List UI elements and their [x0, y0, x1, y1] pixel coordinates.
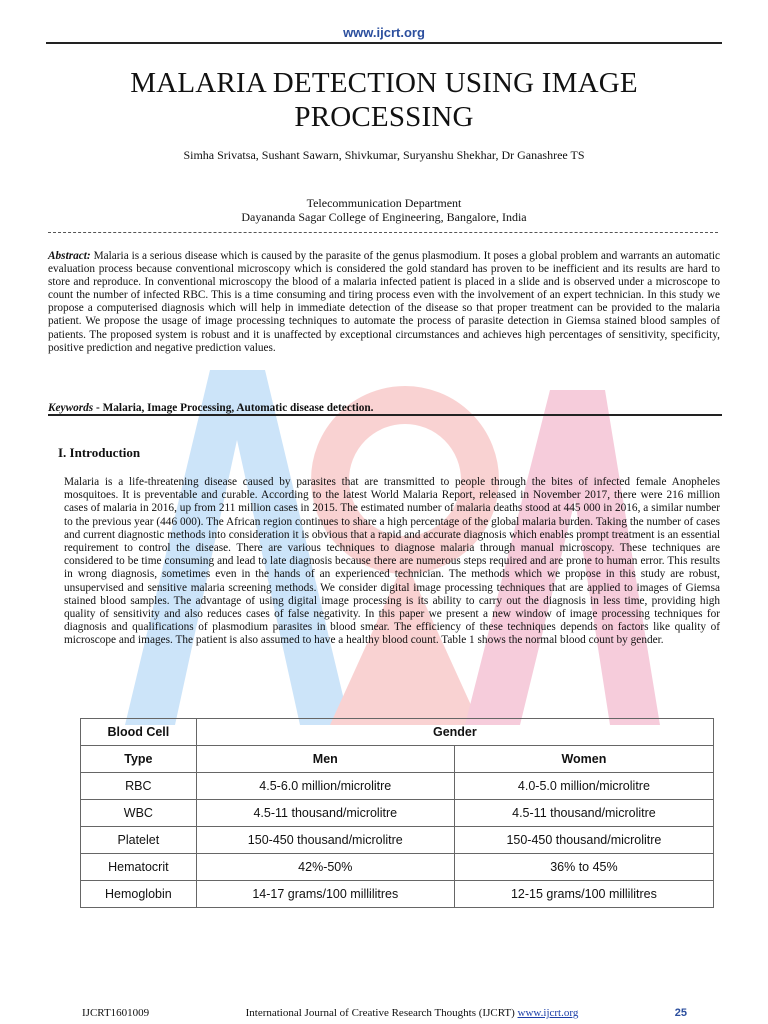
table-header-row	[81, 719, 714, 746]
cell-type: RBC	[81, 773, 197, 800]
department: Telecommunication Department	[306, 196, 462, 210]
header-gender: Gender	[196, 719, 713, 746]
introduction-text: Malaria is a life-threatening disease caused by parasites that are transmitted to people through the bites of infected female Anopheles mosquitoes. It is preventable and curable. According to the latest World Malaria Report, released in November 2017, there were 216 million cases of malaria in 2016, up from 211 million cases in 2015. The estimated number of malaria deaths stood at 445 000 in 2016, a similar number to the previous year (446 000). The African region continues to share a high percentage of the global malaria burden. Taking the number of cases and current diagnostic methods into consideration it is obvious that a rapid and accurate diagnosis which enables prompt treatment is an essential requirement to control the disease. There are various techniques to diagnose malaria through manual microscopy. These techniques are considered to be time consuming and lead to late diagnosis because there are numerous steps required and are prone to human error. This results in wrong diagnosis, sometimes even in the hands of an experienced technician. The methods which we propose in this study are robust, unsupervised and sensitive malaria screening methods. We consider digital image processing techniques that are applied to images of Giemsa stained blood samples. The advantage of using digital image processing is its ability to carry out the diagnosis in less time, providing high quality of sensitivity and also reduces cases of false negativity. In this paper we present a new window of image processing techniques for diagnosis and qualifications of plasmodium parasites in blood smear. The efficiency of these techniques depends on factors like quality of microscope and images. The patient is also assumed to have a healthy blood count. Table 1 shows the normal blood count by gender.	[64, 476, 720, 647]
cell-women: 36% to 45%	[454, 854, 713, 881]
cell-women: 12-15 grams/100 millilitres	[454, 881, 713, 908]
cell-men: 4.5-11 thousand/microlitre	[196, 800, 454, 827]
abstract-text: Malaria is a serious disease which is caused by the parasite of the genus plasmodium. It poses a global problem and warrants an automatic evaluation process because conventional microscopy which is considered the gold standard has proven to be inefficient and its results are hard to store and reproduce. In conventional microscopy the blood of a malaria infected patient is placed in a slide and is observed under a microscope to count the number of infected RBC. This is a time consuming and tiring process even with the involvement of an expert technician. In this study we propose a computerised diagnosis which will help in immediate detection of the disease so that proper treatment can be provided to the malaria patient. We propose the usage of image processing techniques to automate the process of parasite detection in Giemsa stained blood samples of patients. The proposed system is robust and it is unaffected by exceptional circumstances and achieves high percentages of sensitivity, specificity, positive prediction and negative prediction values.	[48, 250, 720, 354]
footer-paper-id: IJCRT1601009	[82, 1007, 150, 1019]
table-subheader-row	[81, 746, 714, 773]
cell-type: Hematocrit	[81, 854, 197, 881]
header-blood-cell: Blood Cell	[81, 719, 197, 746]
affiliation-rule	[48, 232, 718, 233]
footer-journal	[246, 1007, 579, 1019]
header-site-url: www.ijcrt.org	[343, 25, 425, 40]
keywords-rule	[48, 414, 722, 416]
header-men: Men	[196, 746, 454, 773]
institution: Dayananda Sagar College of Engineering, Bangalore, India	[241, 210, 527, 224]
page-footer	[82, 1007, 687, 1019]
table-row	[81, 773, 714, 800]
table-row	[81, 854, 714, 881]
authors: Simha Srivatsa, Sushant Sawarn, Shivkumar, Suryanshu Shekhar, Dr Ganashree TS	[183, 148, 585, 162]
footer-journal-name: International Journal of Creative Research Thoughts (IJCRT)	[245, 1007, 518, 1019]
paper-title	[60, 66, 708, 134]
cell-type: WBC	[81, 800, 197, 827]
page-number: 25	[674, 1007, 687, 1019]
abstract-label: Abstract:	[48, 250, 91, 262]
header-type: Type	[81, 746, 197, 773]
cell-type: Hemoglobin	[81, 881, 197, 908]
keywords-text: - Malaria, Image Processing, Automatic disease detection.	[93, 402, 374, 414]
title-line-2: PROCESSING	[294, 101, 474, 133]
keywords-label: Keywords	[48, 402, 94, 414]
section-heading-introduction: I. Introduction	[58, 445, 141, 460]
cell-women: 4.5-11 thousand/microlitre	[454, 800, 713, 827]
cell-women: 4.0-5.0 million/microlitre	[454, 773, 713, 800]
abstract	[48, 250, 720, 355]
blood-count-table	[80, 718, 714, 908]
title-line-1: MALARIA DETECTION USING IMAGE	[130, 67, 638, 99]
keywords	[48, 402, 720, 414]
cell-women: 150-450 thousand/microlitre	[454, 827, 713, 854]
cell-men: 42%-50%	[196, 854, 454, 881]
footer-journal-link[interactable]: www.ijcrt.org	[517, 1007, 579, 1019]
header-rule	[46, 42, 722, 44]
cell-men: 14-17 grams/100 millilitres	[196, 881, 454, 908]
table-row	[81, 827, 714, 854]
table-row	[81, 800, 714, 827]
header-women: Women	[454, 746, 713, 773]
table-row	[81, 881, 714, 908]
affiliation	[40, 196, 728, 224]
cell-men: 4.5-6.0 million/microlitre	[196, 773, 454, 800]
cell-type: Platelet	[81, 827, 197, 854]
cell-men: 150-450 thousand/microlitre	[196, 827, 454, 854]
